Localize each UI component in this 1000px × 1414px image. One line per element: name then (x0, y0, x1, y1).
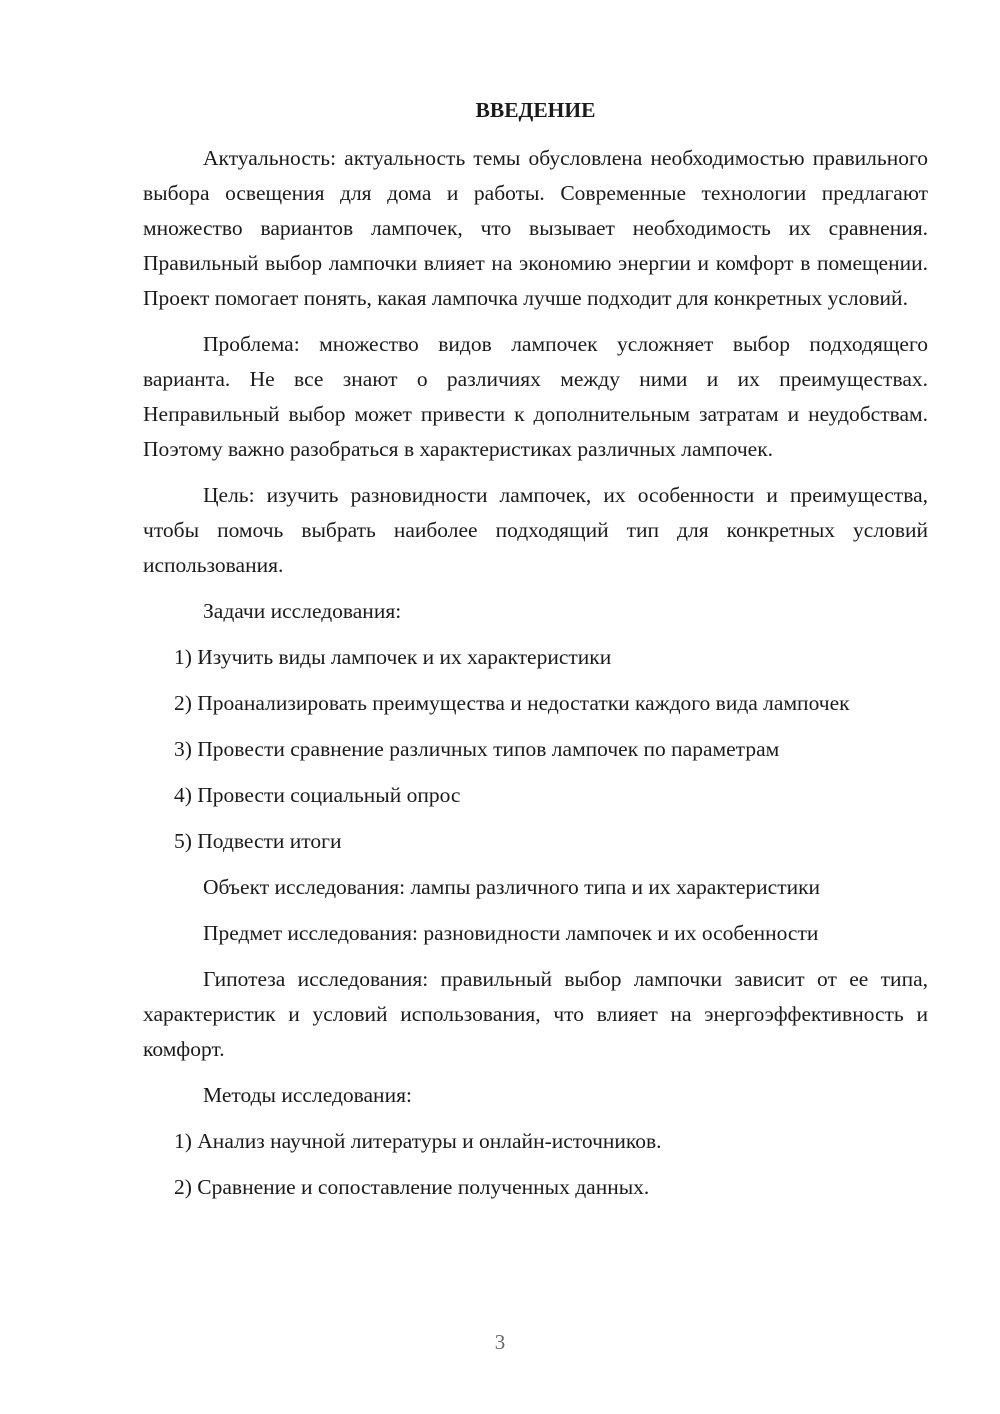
hypothesis-paragraph: Гипотеза исследования: правильный выбор лампочки зависит от ее типа, характеристик и условий использования, что влияет на энергоэффективность и комфорт. (143, 967, 928, 1061)
relevance-paragraph: Актуальность: актуальность темы обусловлена необходимостью правильного выбора освещения для дома и работы. Современные технологии предлагают множество вариантов лампочек, что вызывает необходимость их сравнения. Правильный выбор лампочки влияет на экономию энергии и комфорт в помещении. Проект помогает понять, какая лампочка лучше подходит для конкретных условий. (143, 146, 928, 310)
research-object: Объект исследования: лампы различного типа и их характеристики (203, 875, 821, 899)
document-page (143, 93, 928, 1216)
tasks-heading: Задачи исследования: (203, 599, 402, 623)
goal-paragraph: Цель: изучить разновидности лампочек, их особенности и преимущества, чтобы помочь выбрать наиболее подходящий тип для конкретных условий использования. (143, 483, 928, 577)
task-item: 5) Подвести итоги (174, 829, 342, 853)
task-item: 2) Проанализировать преимущества и недостатки каждого вида лампочек (174, 691, 850, 715)
research-subject: Предмет исследования: разновидности лампочек и их особенности (203, 921, 819, 945)
section-title: ВВЕДЕНИЕ (475, 98, 596, 122)
problem-paragraph: Проблема: множество видов лампочек усложняет выбор подходящего варианта. Не все знают о различиях между ними и их преимуществах. Неправильный выбор может привести к дополнительным затратам и неудобствам. Поэтому важно разобраться в характеристиках различных лампочек. (143, 332, 928, 461)
task-item: 1) Изучить виды лампочек и их характеристики (174, 645, 612, 669)
task-item: 3) Провести сравнение различных типов лампочек по параметрам (174, 737, 780, 761)
method-item: 2) Сравнение и сопоставление полученных данных. (174, 1175, 650, 1199)
methods-heading: Методы исследования: (203, 1083, 412, 1107)
task-item: 4) Провести социальный опрос (174, 783, 461, 807)
method-item: 1) Анализ научной литературы и онлайн-источников. (174, 1129, 662, 1153)
page-number: 3 (494, 1330, 506, 1354)
